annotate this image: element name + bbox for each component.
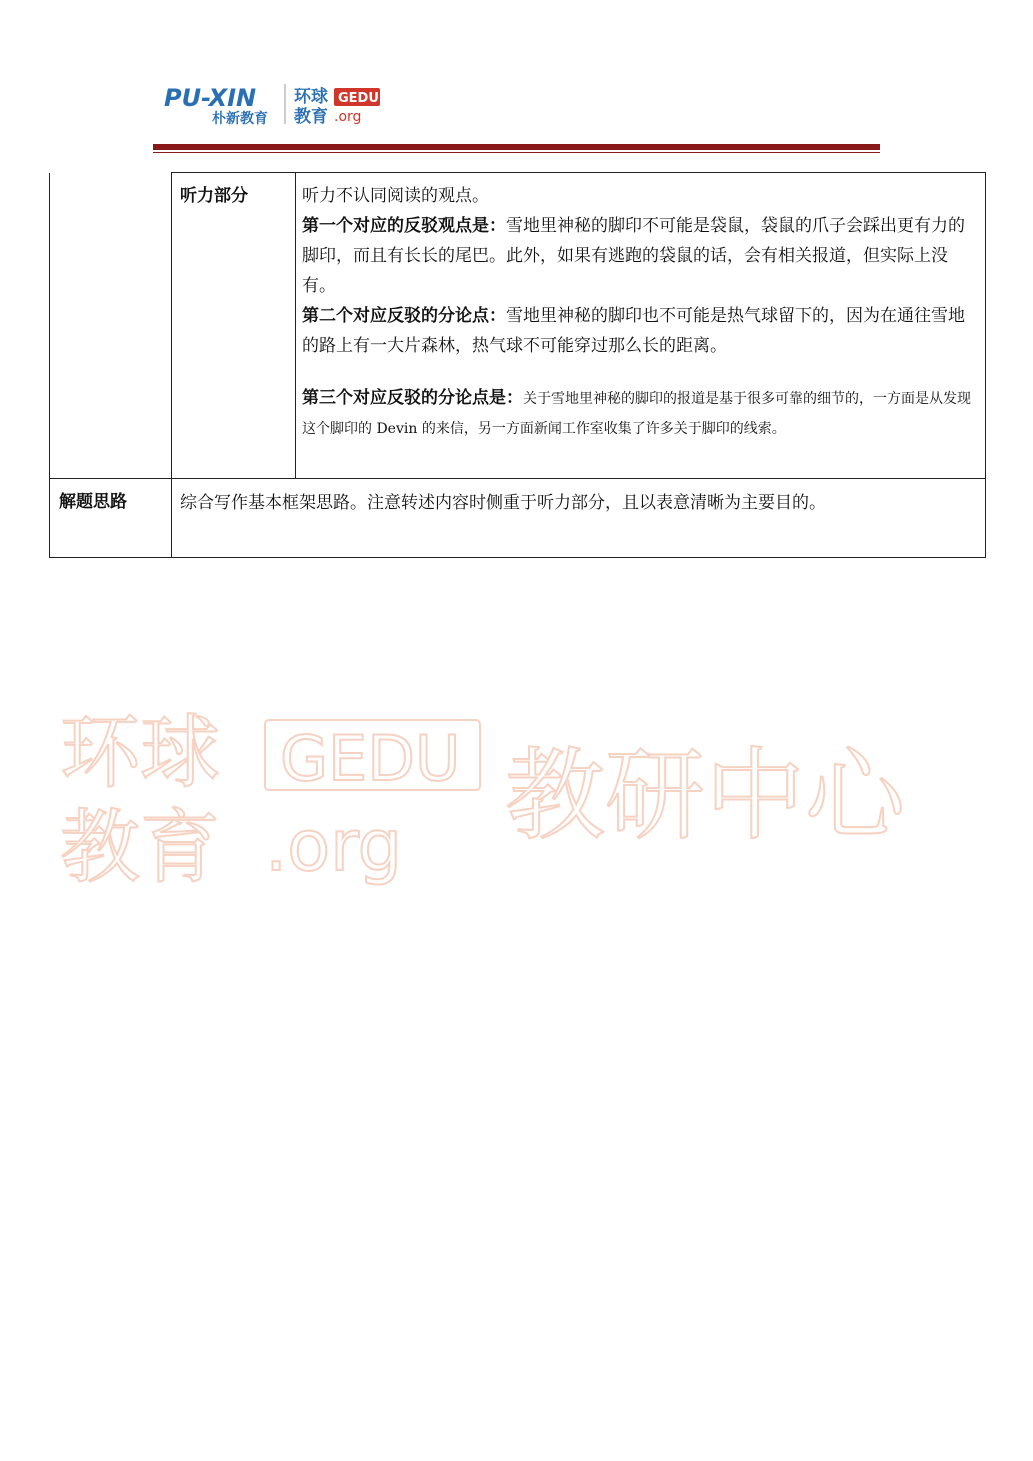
point-2-body: 雪地里神秘的脚印也不可能是热气球留下的，因为在通往雪地的路上有一大片森林，热气球不可能穿过那么长的距离。 <box>302 306 965 356</box>
approach-label-cell <box>50 479 172 558</box>
watermark <box>60 700 970 900</box>
paragraph-gap <box>302 361 979 383</box>
listening-label-cell <box>172 173 296 479</box>
gedu-logo-text-1: 环球 <box>294 87 328 107</box>
point-3-body: 关于雪地里神秘的脚印的报道是基于很多可靠的细节的，一方面是从发现这个脚印的 Devin 的来信，另一方面新闻工作室收集了许多关于脚印的线索。 <box>302 391 971 437</box>
gedu-logo <box>294 86 380 127</box>
point-2 <box>302 301 979 361</box>
listening-intro: 听力不认同阅读的观点。 <box>302 186 489 206</box>
approach-row <box>50 479 986 558</box>
content-table <box>49 172 986 558</box>
approach-body-cell <box>172 479 986 558</box>
listening-row <box>50 173 986 479</box>
header-rule-thick <box>153 144 880 150</box>
listening-body-cell <box>296 173 986 479</box>
point-3 <box>302 383 979 443</box>
gedu-domain-text: .org <box>334 109 362 125</box>
approach-label: 解题思路 <box>59 492 127 512</box>
gedu-logo-text-2: 教育 <box>294 107 328 127</box>
listening-label: 听力部分 <box>180 186 248 206</box>
watermark-line2: 教育 <box>60 801 220 894</box>
point-2-lead: 第二个对应反驳的分论点： <box>302 306 506 326</box>
puxin-logo-text: PU-XIN <box>164 84 257 112</box>
watermark-line1: 环球 <box>60 706 220 799</box>
approach-body: 综合写作基本框架思路。注意转述内容时侧重于听力部分，且以表意清晰为主要目的。 <box>180 493 826 513</box>
point-1-lead: 第一个对应的反驳观点是： <box>302 216 506 236</box>
watermark-badge: GEDU <box>280 722 461 795</box>
listening-body <box>296 173 985 443</box>
row-spacer-cell <box>50 173 172 479</box>
watermark-domain: .org <box>265 805 403 887</box>
puxin-logo <box>164 84 268 127</box>
point-1 <box>302 211 979 301</box>
point-3-lead: 第三个对应反驳的分论点是： <box>302 388 523 408</box>
watermark-badge-frame <box>265 720 480 790</box>
watermark-center: 教研中心 <box>505 737 905 854</box>
point-1-body: 雪地里神秘的脚印不可能是袋鼠，袋鼠的爪子会踩出更有力的脚印，而且有长长的尾巴。此外，如果有逃跑的袋鼠的话，会有相关报道，但实际上没有。 <box>302 216 965 296</box>
header-rule-thin <box>153 152 880 153</box>
header-logo <box>160 78 390 128</box>
gedu-badge-text: GEDU <box>338 91 379 106</box>
puxin-logo-subtext: 朴新教育 <box>212 111 268 127</box>
